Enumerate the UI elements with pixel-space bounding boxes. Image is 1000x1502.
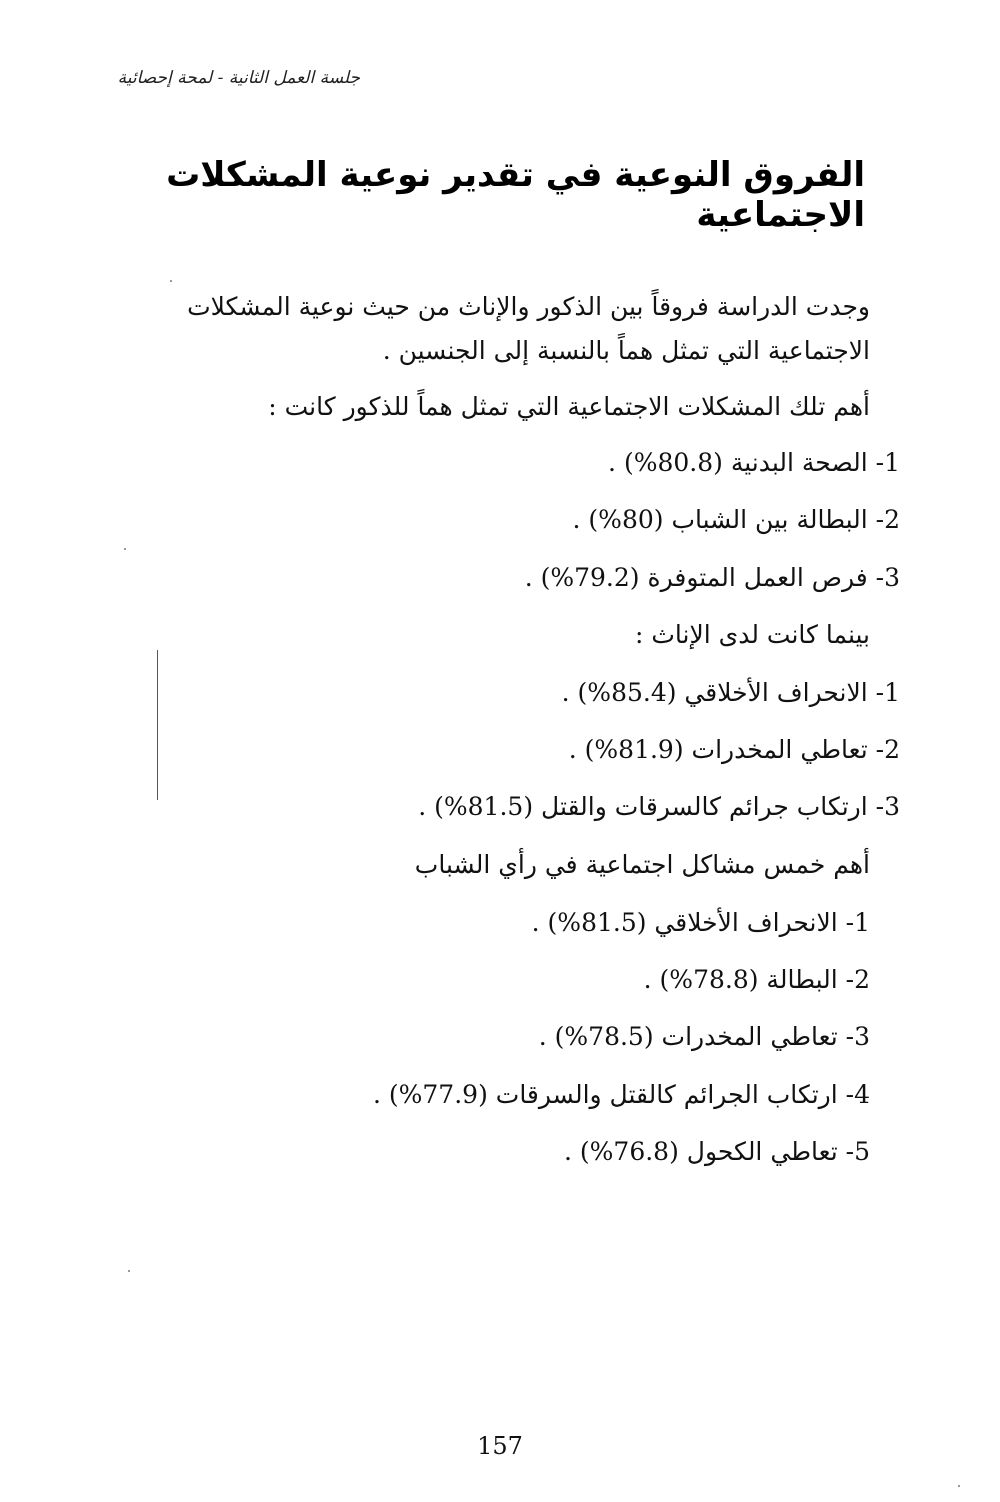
section-title: الفروق النوعية في تقدير نوعية المشكلات الاجتماعية: [166, 155, 865, 235]
intro-paragraph: وجدت الدراسة فروقاً بين الذكور والإناث من حيث نوعية المشكلات الاجتماعية التي تمثل هماً بالنسبة إلى الجنسين .: [187, 292, 870, 365]
youth-heading: أهم خمس مشاكل اجتماعية في رأي الشباب: [414, 850, 870, 879]
page-number: 157: [477, 1432, 523, 1460]
youth-item-2: 2- البطالة (78.8%) .: [643, 965, 870, 994]
scan-speck: [124, 548, 126, 550]
youth-item-1: 1- الانحراف الأخلاقي (81.5%) .: [531, 908, 870, 937]
scan-speck: [958, 1485, 960, 1487]
scan-speck: [128, 1270, 130, 1272]
running-header: جلسة العمل الثانية - لمحة إحصائية: [117, 68, 360, 88]
females-heading: بينما كانت لدى الإناث :: [635, 620, 870, 649]
females-item-3: 3- ارتكاب جرائم كالسرقات والقتل (81.5%) .: [418, 792, 900, 821]
scan-speck: [170, 280, 172, 282]
males-item-3: 3- فرص العمل المتوفرة (79.2%) .: [524, 563, 900, 592]
females-item-2: 2- تعاطي المخدرات (81.9%) .: [568, 735, 900, 764]
youth-item-5: 5- تعاطي الكحول (76.8%) .: [564, 1137, 870, 1166]
youth-item-4: 4- ارتكاب الجرائم كالقتل والسرقات (77.9%) .: [373, 1080, 870, 1109]
males-item-1: 1- الصحة البدنية (80.8%) .: [608, 448, 900, 477]
females-item-1: 1- الانحراف الأخلاقي (85.4%) .: [561, 678, 900, 707]
youth-item-3: 3- تعاطي المخدرات (78.5%) .: [538, 1022, 870, 1051]
males-heading: أهم تلك المشكلات الاجتماعية التي تمثل هماً للذكور كانت :: [268, 392, 870, 421]
males-item-2: 2- البطالة بين الشباب (80%) .: [572, 505, 900, 534]
margin-scan-line: [157, 650, 158, 800]
